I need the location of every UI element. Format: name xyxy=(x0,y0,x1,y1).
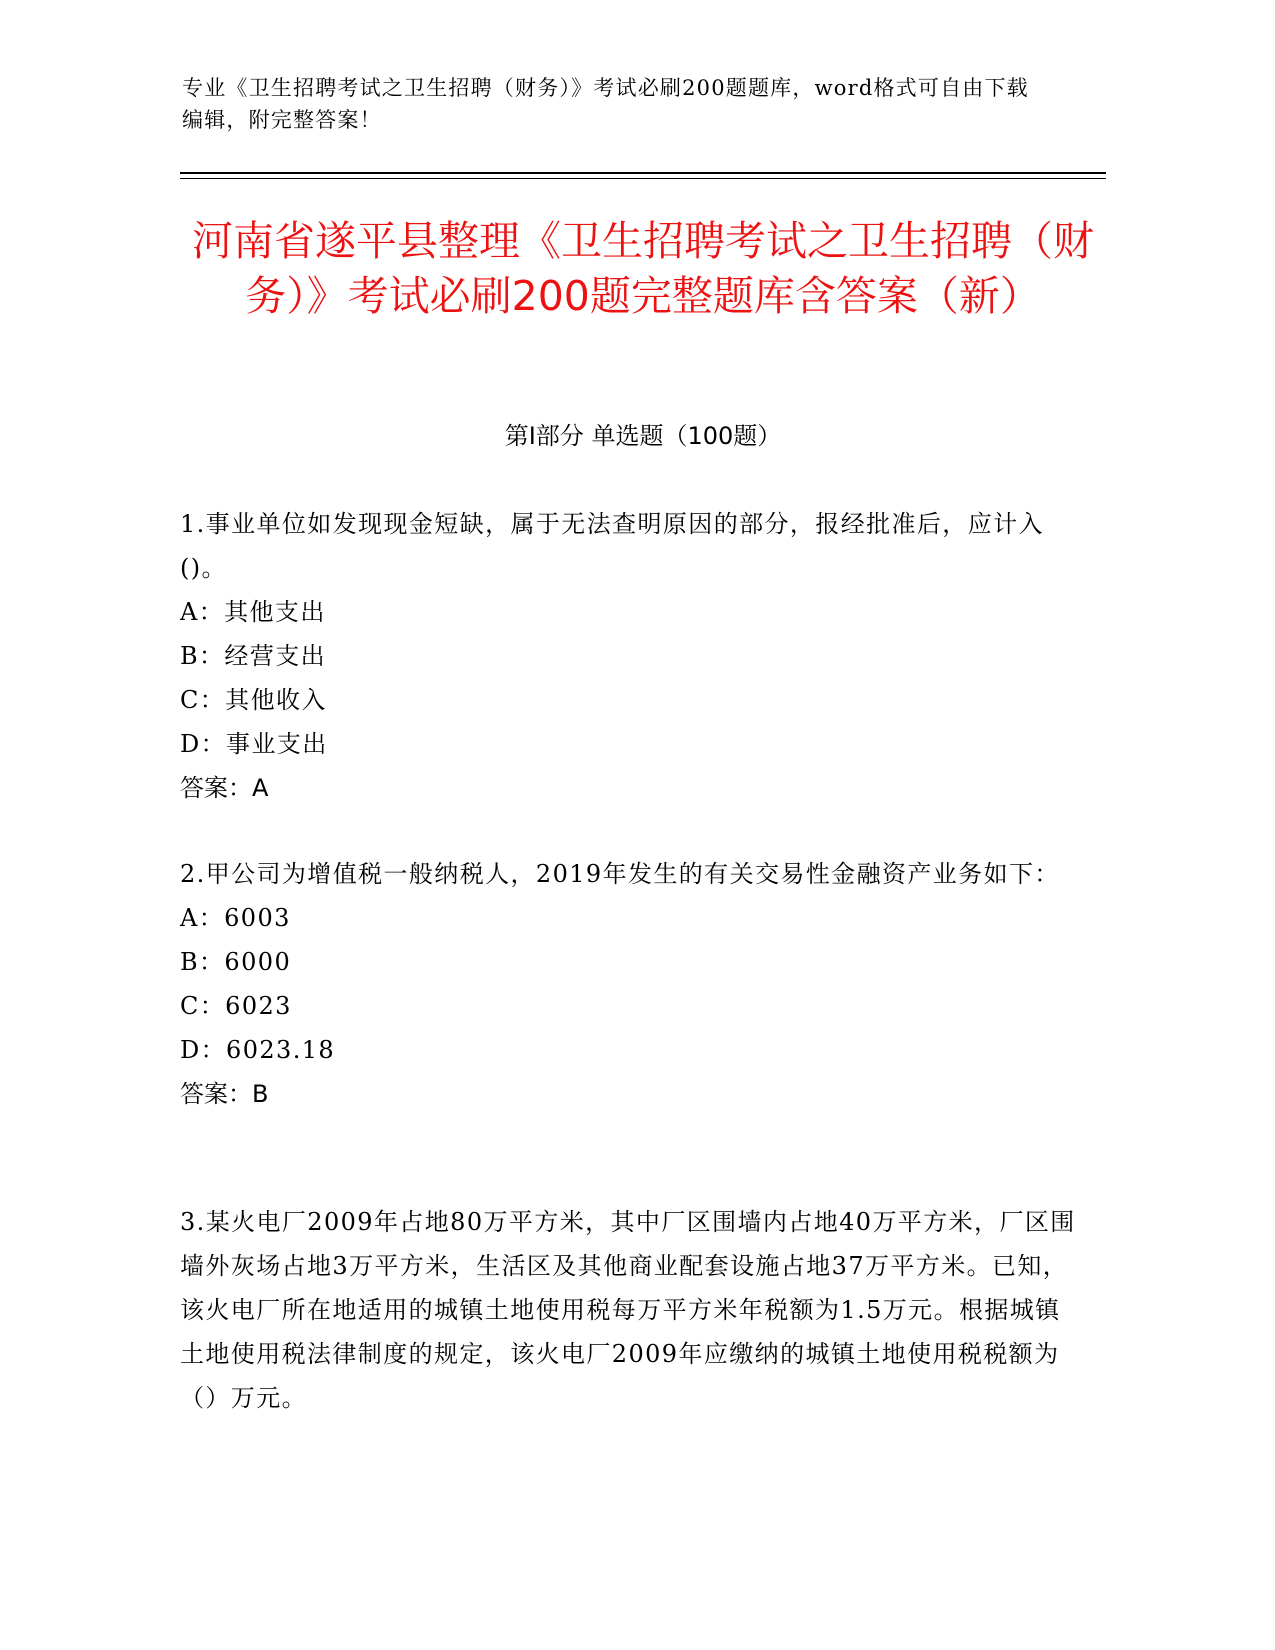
header-divider-thin xyxy=(180,178,1106,179)
question-1 xyxy=(180,502,1080,810)
header-note: 专业《卫生招聘考试之卫生招聘（财务）》考试必刷200题题库，word格式可自由下载编辑，附完整答案！ xyxy=(182,76,1029,132)
header-divider-thick xyxy=(180,172,1106,174)
option-b: B：6000 xyxy=(180,948,292,976)
document-title: 河南省遂平县整理《卫生招聘考试之卫生招聘（财务）》考试必刷200题完整题库含答案（新） xyxy=(192,217,1094,320)
option-c: C：其他收入 xyxy=(180,686,327,714)
question-2 xyxy=(180,852,1080,1116)
answer-line: 答案：A xyxy=(180,774,269,802)
answer-line: 答案：B xyxy=(180,1080,269,1108)
question-stem: 2.甲公司为增值税一般纳税人，2019年发生的有关交易性金融资产业务如下： xyxy=(180,860,1060,888)
option-d: D：事业支出 xyxy=(180,730,328,758)
option-d: D：6023.18 xyxy=(180,1036,336,1064)
question-stem: 3.某火电厂2009年占地80万平方米，其中厂区围墙内占地40万平方米，厂区围墙外灰场占地3万平方米，生活区及其他商业配套设施占地37万平方米。已知，该火电厂所在地适用的城镇土地使用税每万平方米年税额为1.5万元。根据城镇土地使用税法律制度的规定，该火电厂2009年应缴纳的城镇土地使用税税额为（）万元。 xyxy=(180,1208,1076,1412)
question-stem: 1.事业单位如发现现金短缺，属于无法查明原因的部分，报经批准后，应计入()。 xyxy=(180,510,1044,582)
option-a: A：其他支出 xyxy=(180,598,326,626)
option-b: B：经营支出 xyxy=(180,642,327,670)
section-heading: 第Ⅰ部分 单选题（100题） xyxy=(504,422,782,450)
option-a: A：6003 xyxy=(180,904,291,932)
option-c: C：6023 xyxy=(180,992,292,1020)
question-3 xyxy=(180,1200,1080,1420)
